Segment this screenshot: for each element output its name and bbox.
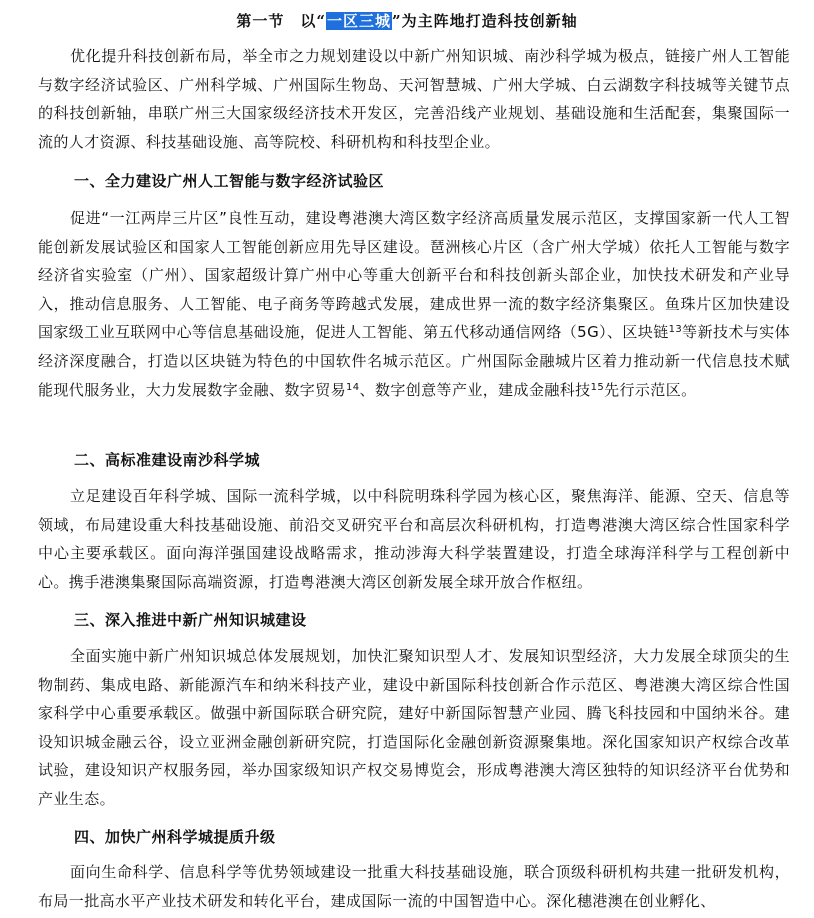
- heading-3: 三、深入推进中新广州知识城建设: [74, 611, 307, 629]
- paragraph-3: 全面实施中新广州知识城总体发展规划，加快汇聚知识型人才、发展知识型经济，大力发展全球顶尖的生物制药、集成电路、新能源汽车和纳米科技产业，建设中新国际科技创新合作示范区、粤港澳大湾区综合性国家科学中心重要承载区。做强中新国际联合研究院，建好中新国际智慧产业园、腾飞科技园和中国纳米谷。建设知识城金融云谷，设立亚洲金融创新研究院，打造国际化金融创新资源聚集地。深化国家知识产权综合改革试验，建设知识产权服务园，举办国家级知识产权交易博览会，形成粤港澳大湾区独特的知识经济平台优势和产业生态。: [38, 647, 790, 808]
- paragraph-1-text-a: 促进“一江两岸三片区”良性互动，建设粤港澳大湾区数字经济高质量发展示范区，支撑国家新一代人工智能创新发展试验区和国家人工智能创新应用先导区建设。琶洲核心片区（含广州大学城）依托人工智能与数字经济省实验室（广州）、国家超级计算广州中心等重大创新平台和科技创新头部企业，加快技术研发和产业导入，推动信息服务、人工智能、电子商务等跨越式发展，建成世界一流的数字经济集聚区。鱼珠片区加快建设国家级工业互联网中心等信息基础设施，促进人工智能、第五代移动通信网络（5G）、区块链: [38, 209, 790, 342]
- highlighted-text[interactable]: 一区三城: [326, 12, 391, 30]
- paragraph-1-text-c: 、数字创意等产业，建成金融科技: [359, 380, 591, 399]
- paragraph-1-text-d: 先行示范区。: [604, 380, 697, 399]
- footnote-ref-13[interactable]: 13: [668, 324, 683, 336]
- footnote-ref-14[interactable]: 14: [346, 381, 360, 393]
- heading-2: 二、高标准建设南沙科学城: [74, 451, 261, 469]
- paragraph-1-text-b: 等新技术与实体经济深度融合，打造以区块链为特色的中国软件名城示范区。广州国际金融城片区着力推动新一代信息技术赋能现代服务业，大力发展数字金融、数字贸易: [38, 323, 790, 399]
- heading-4: 四、加快广州科学城提质升级: [74, 828, 276, 846]
- paragraph-1: [38, 204, 790, 404]
- paragraph-4: 面向生命科学、信息科学等优势领域建设一批重大科技基础设施，联合顶级科研机构共建一批研发机构，布局一批高水平产业技术研发和转化平台，建成国际一流的中国智造中心。深化穗港澳在创业孵化、: [38, 863, 790, 910]
- section-title-suffix: ”为主阵地打造科技创新轴: [392, 12, 578, 30]
- footnote-ref-15[interactable]: 15: [590, 381, 605, 393]
- heading-1: 一、全力建设广州人工智能与数字经济试验区: [74, 172, 385, 190]
- paragraph-2: 立足建设百年科学城、国际一流科学城，以中科院明珠科学园为核心区，聚焦海洋、能源、空天、信息等领域，布局建设重大科技基础设施、前沿交叉研究平台和高层次科研机构，打造粤港澳大湾区综合性国家科学中心主要承载区。面向海洋强国建设战略需求，推动涉海大科学装置建设，打造全球海洋科学与工程创新中心。携手港澳集聚国际高端资源，打造粤港澳大湾区创新发展全球开放合作枢纽。: [38, 487, 790, 591]
- section-title: [0, 10, 814, 31]
- section-title-prefix: 第一节 以“: [236, 12, 326, 30]
- intro-paragraph: 优化提升科技创新布局，举全市之力规划建设以中新广州知识城、南沙科学城为极点，链接广州人工智能与数字经济试验区、广州科学城、广州国际生物岛、天河智慧城、广州大学城、白云湖数字科技城等关键节点的科技创新轴，串联广州三大国家级经济技术开发区，完善沿线产业规划、基础设施和生活配套，集聚国际一流的人才资源、科技基础设施、高等院校、科研机构和科技型企业。: [38, 47, 790, 151]
